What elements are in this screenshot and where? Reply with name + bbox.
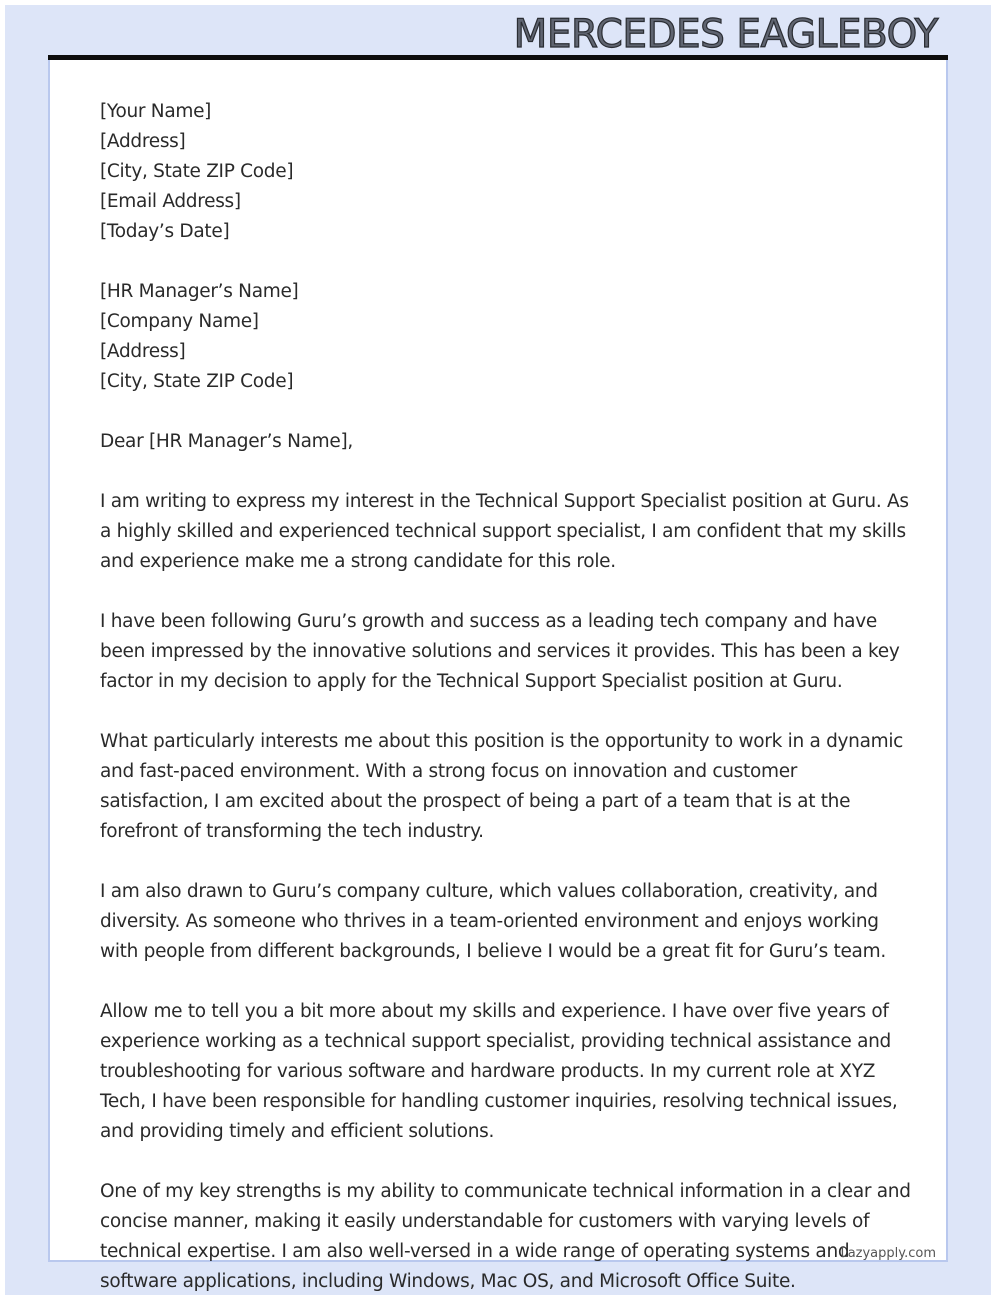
sender-email: [Email Address] [100, 191, 241, 212]
paragraph-line: What particularly interests me about this position is the opportunity to work in a dynamic [100, 731, 904, 752]
sender-address: [Address] [100, 131, 186, 152]
paragraph-line: and fast-paced environment. With a strong focus on innovation and customer [100, 761, 798, 782]
recipient-city-state-zip: [City, State ZIP Code] [100, 371, 294, 392]
paragraph-line: and experience make me a strong candidate for this role. [100, 551, 616, 572]
paragraph-line: experience working as a technical support specialist, providing technical assistance and [100, 1031, 891, 1052]
paragraph-intro [100, 487, 909, 577]
paragraph-line: One of my key strengths is my ability to communicate technical information in a clear and [100, 1181, 911, 1202]
recipient-address: [Address] [100, 341, 186, 362]
paragraph-line: I am also drawn to Guru’s company culture, which values collaboration, creativity, and [100, 881, 878, 902]
paragraph-position-interest [100, 727, 904, 847]
paragraph-culture [100, 877, 900, 967]
letter-date: [Today’s Date] [100, 221, 230, 242]
paragraph-line: software applications, including Windows, Mac OS, and Microsoft Office Suite. [100, 1271, 796, 1292]
paragraph-line: troubleshooting for various software and hardware products. In my current role at XYZ [100, 1061, 876, 1082]
paragraph-line: a highly skilled and experienced technical support specialist, I am confident that my skills [100, 521, 906, 542]
paragraph-line: factor in my decision to apply for the Technical Support Specialist position at Guru. [100, 671, 843, 692]
sender-block [100, 97, 900, 247]
paragraph-line: with people from different backgrounds, I believe I would be a great fit for Guru’s team. [100, 941, 886, 962]
paragraph-line: Allow me to tell you a bit more about my skills and experience. I have over five years of [100, 1001, 889, 1022]
paragraph-line: been impressed by the innovative solutions and services it provides. This has been a key [100, 641, 900, 662]
paragraph-line: diversity. As someone who thrives in a team-oriented environment and enjoys working [100, 911, 879, 932]
salutation: Dear [HR Manager’s Name], [100, 431, 353, 452]
recipient-name: [HR Manager’s Name] [100, 281, 299, 302]
paragraph-strengths [100, 1177, 911, 1297]
recipient-company: [Company Name] [100, 311, 259, 332]
sender-city-state-zip: [City, State ZIP Code] [100, 161, 294, 182]
paragraph-line: and providing timely and efficient solutions. [100, 1121, 495, 1142]
paragraph-experience [100, 997, 900, 1147]
paragraph-line: I am writing to express my interest in the Technical Support Specialist position at Guru. As [100, 491, 909, 512]
watermark: Lazyapply.com [840, 1246, 936, 1261]
paragraph-line: technical expertise. I am also well-versed in a wide range of operating systems and [100, 1241, 850, 1262]
paragraph-line: Tech, I have been responsible for handling customer inquiries, resolving technical issues, [100, 1091, 898, 1112]
applicant-name-heading: MERCEDES EAGLEBOY [513, 12, 938, 57]
paragraph-line: satisfaction, I am excited about the prospect of being a part of a team that is at the [100, 791, 851, 812]
paragraph-company-interest [100, 607, 900, 697]
sender-name: [Your Name] [100, 101, 212, 122]
paragraph-line: forefront of transforming the tech industry. [100, 821, 484, 842]
cover-letter-body [100, 97, 911, 1297]
paragraph-line: I have been following Guru’s growth and success as a leading tech company and have [100, 611, 877, 632]
recipient-block [100, 277, 900, 397]
paragraph-line: concise manner, making it easily understandable for customers with varying levels of [100, 1211, 870, 1232]
